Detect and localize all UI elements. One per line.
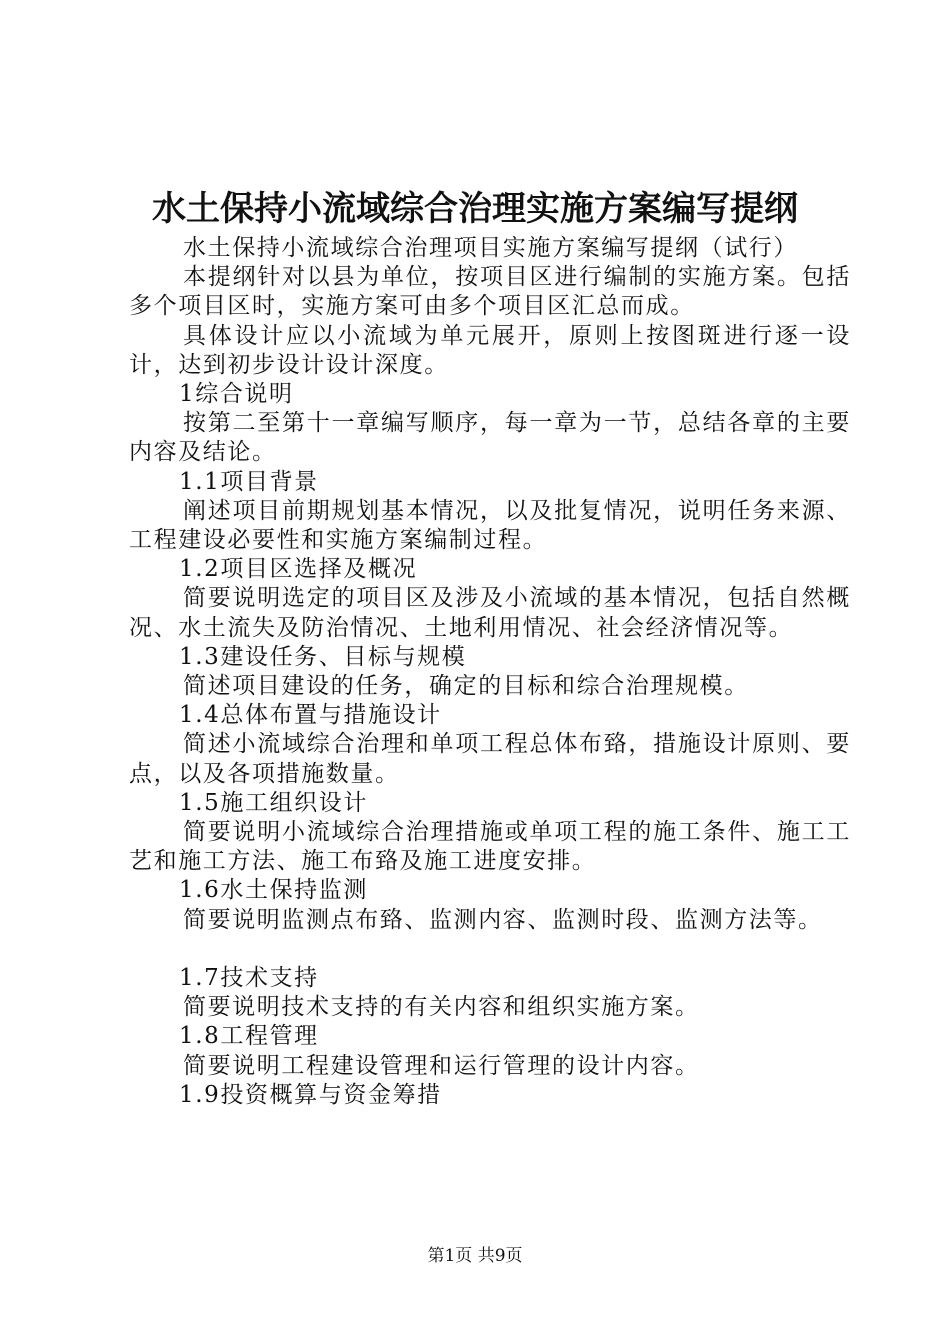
section-heading: 1.4总体布置与措施设计 (179, 702, 442, 729)
section-heading: 1.2项目区选择及概况 (179, 556, 418, 583)
page-footer: 第1页 共9页 (427, 1246, 523, 1266)
body-paragraph: 水土保持小流域综合治理项目实施方案编写提纲（试行） (183, 235, 798, 261)
section-heading: 1.8工程管理 (179, 1023, 319, 1050)
body-paragraph: 简述小流域综合治理和单项工程总体布臵，措施设计原则、要点，以及各项措施数量。 (129, 731, 851, 787)
section-heading: 1.9投资概算与资金筹措 (179, 1081, 442, 1108)
section-heading: 1.3建设任务、目标与规模 (179, 643, 467, 670)
section-heading: 1综合说明 (179, 381, 294, 408)
section-heading: 1.7技术支持 (179, 965, 319, 992)
body-paragraph: 阐述项目前期规划基本情况，以及批复情况，说明任务来源、工程建设必要性和实施方案编制过程。 (129, 497, 851, 554)
body-paragraph: 本提纲针对以县为单位，按项目区进行编制的实施方案。包括多个项目区时，实施方案可由多个项目区汇总而成。 (129, 264, 851, 320)
body-paragraph: 简要说明小流域综合治理措施或单项工程的施工条件、施工工艺和施工方法、施工布臵及施工进度安排。 (129, 819, 851, 875)
body-paragraph: 简要说明选定的项目区及涉及小流域的基本情况，包括自然概况、水土流失及防治情况、土地利用情况、社会经济情况等。 (129, 585, 851, 641)
body-paragraph: 按第二至第十一章编写顺序，每一章为一节，总结各章的主要内容及结论。 (129, 410, 851, 466)
document-title: 水土保持小流域综合治理实施方案编写提纲 (152, 189, 798, 229)
body-paragraph: 简要说明工程建设管理和运行管理的设计内容。 (183, 1052, 700, 1079)
section-heading: 1.6水土保持监测 (179, 877, 368, 904)
section-heading: 1.1项目背景 (179, 468, 319, 495)
blank-line (129, 935, 851, 964)
document-body (129, 234, 851, 1110)
body-paragraph: 简要说明技术支持的有关内容和组织实施方案。 (183, 994, 700, 1021)
body-paragraph: 简要说明监测点布臵、监测内容、监测时段、监测方法等。 (183, 906, 823, 933)
section-heading: 1.5施工组织设计 (179, 789, 368, 816)
body-paragraph: 具体设计应以小流域为单元展开，原则上按图斑进行逐一设计，达到初步设计设计深度。 (129, 322, 851, 378)
body-paragraph: 简述项目建设的任务，确定的目标和综合治理规模。 (183, 673, 749, 700)
